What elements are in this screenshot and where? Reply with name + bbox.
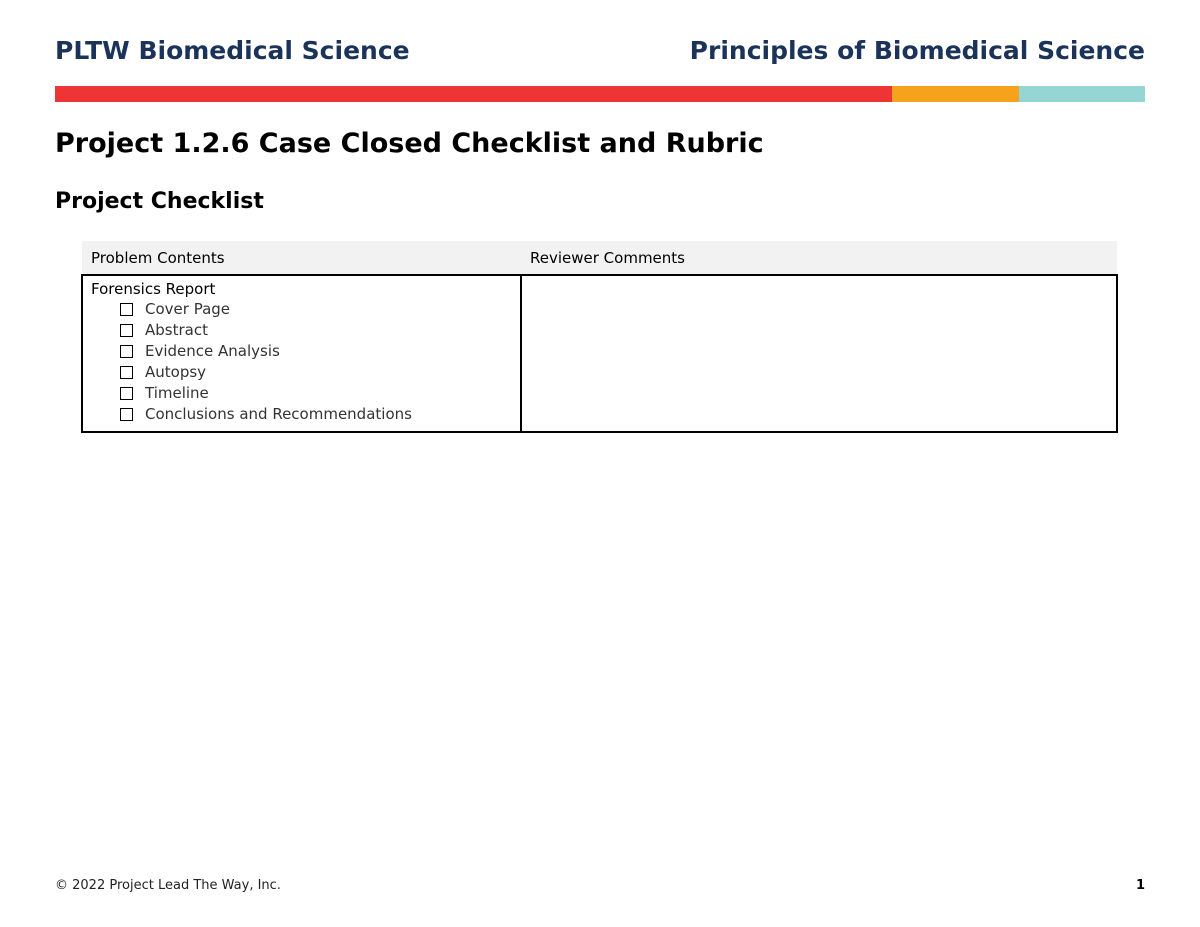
checkbox-cover-page[interactable] bbox=[120, 303, 133, 316]
column-header-problem-contents: Problem Contents bbox=[82, 241, 521, 275]
checklist-item bbox=[120, 383, 512, 404]
checklist-item-label: Abstract bbox=[145, 321, 208, 339]
checkbox-conclusions-recommendations[interactable] bbox=[120, 408, 133, 421]
checkbox-timeline[interactable] bbox=[120, 387, 133, 400]
checkbox-autopsy[interactable] bbox=[120, 366, 133, 379]
column-header-reviewer-comments: Reviewer Comments bbox=[521, 241, 1117, 275]
checklist-item bbox=[120, 362, 512, 383]
header-color-bar bbox=[55, 86, 1145, 102]
checklist-item bbox=[120, 341, 512, 362]
table-header-row bbox=[82, 241, 1117, 275]
footer-copyright: © 2022 Project Lead The Way, Inc. bbox=[55, 878, 281, 893]
checklist-item bbox=[120, 299, 512, 320]
checklist-table bbox=[81, 241, 1118, 433]
footer-page-number: 1 bbox=[1135, 878, 1145, 893]
header-course-name: Principles of Biomedical Science bbox=[689, 36, 1145, 65]
reviewer-comments-cell[interactable] bbox=[521, 275, 1117, 432]
section-title: Project Checklist bbox=[55, 189, 264, 214]
checklist-item-label: Conclusions and Recommendations bbox=[145, 405, 412, 423]
color-bar-teal-segment bbox=[1019, 86, 1145, 102]
checklist-item-label: Evidence Analysis bbox=[145, 342, 280, 360]
color-bar-red-segment bbox=[55, 86, 892, 102]
checklist-item bbox=[120, 320, 512, 341]
checklist-items bbox=[91, 299, 512, 425]
checkbox-evidence-analysis[interactable] bbox=[120, 345, 133, 358]
page-header bbox=[55, 36, 1145, 72]
checklist-item-label: Timeline bbox=[145, 384, 209, 402]
checklist-item bbox=[120, 404, 512, 425]
table-row bbox=[82, 275, 1117, 432]
document-title: Project 1.2.6 Case Closed Checklist and Rubric bbox=[55, 128, 764, 159]
problem-contents-cell bbox=[82, 275, 521, 432]
checklist-group-title: Forensics Report bbox=[91, 280, 216, 298]
header-program-name: PLTW Biomedical Science bbox=[55, 36, 410, 65]
color-bar-orange-segment bbox=[892, 86, 1019, 102]
checklist-item-label: Cover Page bbox=[145, 300, 231, 318]
checkbox-abstract[interactable] bbox=[120, 324, 133, 337]
checklist-item-label: Autopsy bbox=[145, 363, 207, 381]
